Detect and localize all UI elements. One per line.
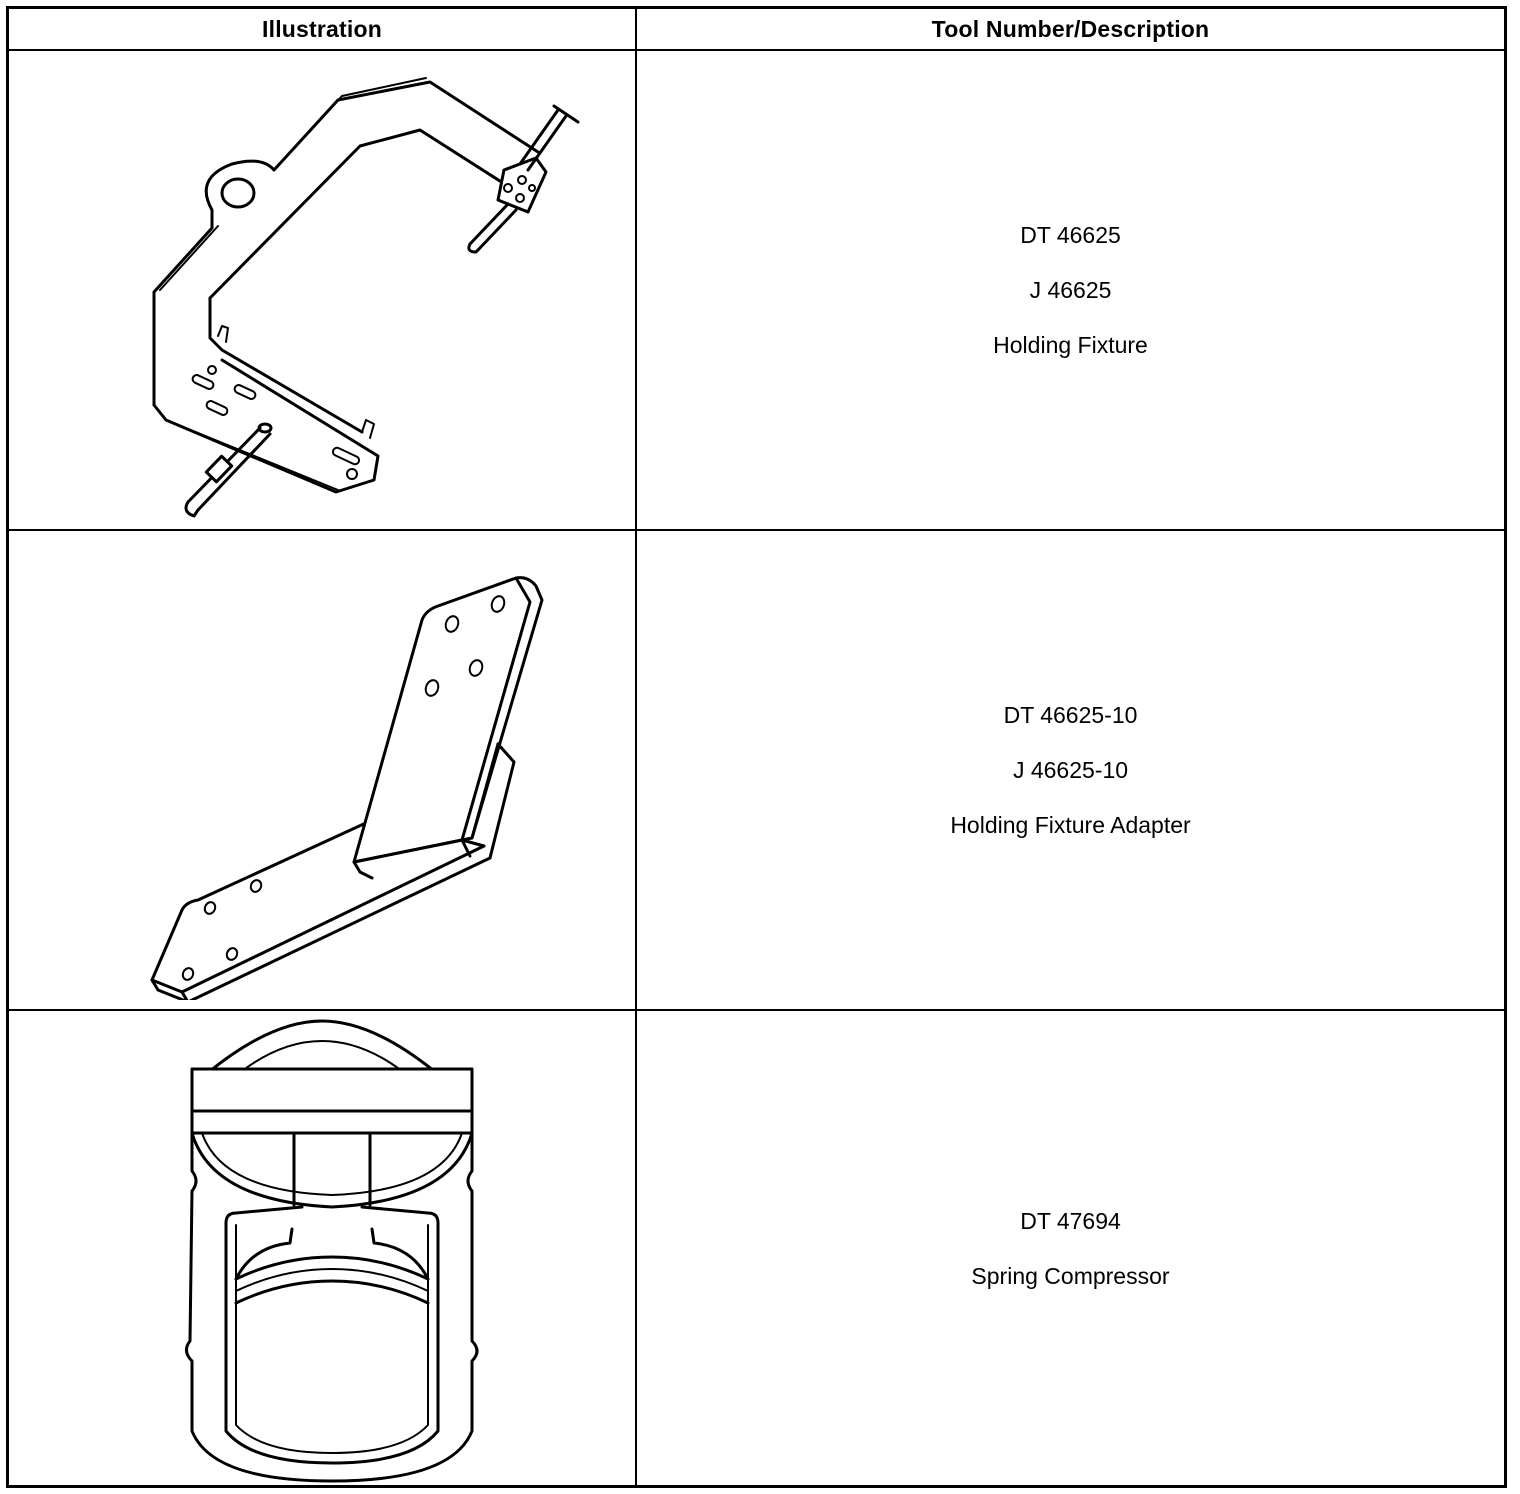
tool-number-j: J 46625	[1029, 276, 1112, 303]
table-row-2-illustration	[9, 531, 637, 1011]
table-row-3-description	[637, 1011, 1504, 1487]
table-row-2-description	[637, 531, 1504, 1011]
tool-description: Spring Compressor	[971, 1263, 1170, 1289]
header-illustration	[9, 9, 637, 51]
table-row-1-description	[637, 51, 1504, 531]
header-tool-description	[637, 9, 1504, 51]
tool-number-dt: DT 47694	[1020, 1208, 1121, 1234]
holding-fixture-drawing	[42, 60, 602, 520]
tool-number-j: J 46625-10	[1012, 756, 1129, 783]
table-row-1-illustration	[9, 51, 637, 531]
table-row-3-illustration	[9, 1011, 637, 1487]
holding-fixture-adapter-drawing	[42, 540, 602, 1000]
tool-description: Holding Fixture	[993, 331, 1148, 358]
tool-table	[6, 6, 1507, 1488]
spring-compressor-drawing	[42, 1011, 602, 1487]
header-tool-description-label: Tool Number/Description	[931, 15, 1210, 42]
tool-number-dt: DT 46625-10	[1003, 701, 1138, 728]
tool-number-dt: DT 46625	[1020, 221, 1121, 248]
tool-description: Holding Fixture Adapter	[950, 811, 1191, 838]
header-illustration-label: Illustration	[262, 15, 382, 42]
